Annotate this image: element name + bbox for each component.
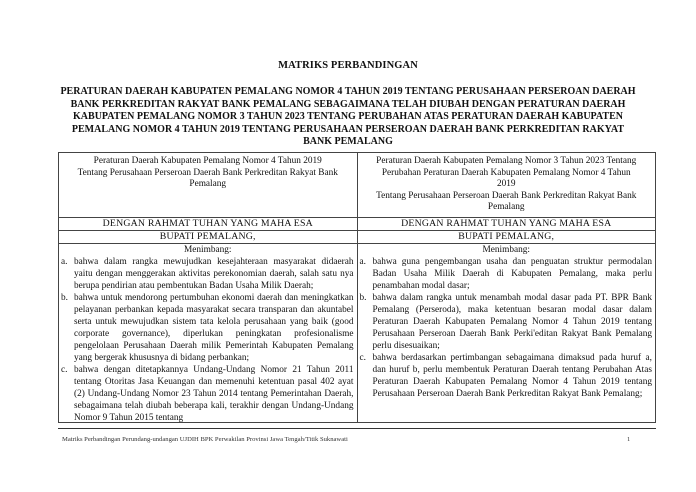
left-header-line: Tentang Perusahaan Perseroan Daerah Bank Perkreditan Rakyat Bank (77, 167, 338, 178)
right-header-line: Tentang Perusahaan Perseroan Daerah Bank Perkreditan Rakyat Bank (376, 190, 637, 201)
right-column-header (357, 153, 656, 218)
footer-divider (58, 428, 656, 429)
list-item (59, 256, 357, 292)
item-text: bahwa guna pengembangan usaha dan penguatan struktur permodalan Badan Usaha Milik Daerah di Kabupaten Pemalang, maka perlu penambahan modal dasar; (372, 256, 652, 291)
right-bupati: BUPATI PEMALANG, (357, 230, 656, 243)
item-letter: a. (61, 256, 68, 267)
right-header-line: Perubahan Peraturan Daerah Kabupaten Pemalang Nomor 4 Tahun (381, 167, 631, 178)
item-text: bahwa dalam rangka mewujudkan kesejahteraan masyarakat didaerah yaitu dengan menggerakan aktivitas perekonomian daerah, salah satu nya berupa pendirian atau pembentukan Badan Usaha Milik Daerah; (74, 256, 354, 291)
item-text: bahwa dengan ditetapkannya Undang-Undang Nomor 21 Tahun 2011 tentang Otoritas Jasa Keuangan dan memenuhi ketentuan pasal 402 ayat (2) Undang-Undang Nomor 23 Tahun 2014 tentang Pemerintahan Daerah, sebagaimana telah diubah beberapa kali, terakhir dengan Undang-Undang Nomor 9 Tahun 2015 tentang (74, 364, 354, 422)
item-letter: c. (359, 352, 366, 363)
left-rahmat: DENGAN RAHMAT TUHAN YANG MAHA ESA (59, 217, 358, 230)
list-item (358, 352, 656, 400)
right-body (357, 243, 656, 422)
left-menimbang: Menimbang: (183, 244, 232, 255)
list-item (358, 292, 656, 352)
item-text: bahwa dalam rangka untuk menambah modal dasar pada PT. BPR Bank Pemalang (Perseroda), maka ketentuan besaran modal dasar dalam Peraturan Daerah Kabupaten Pemalang Nomor 4 Tahun 2019 tentang Perusahaan Perseroan Daerah Bank Perki'editan Rakyat Bank Pemalang perlu disesuaikan; (372, 292, 652, 351)
left-header-line: Pemalang (189, 179, 227, 190)
left-body (59, 243, 358, 422)
list-item (59, 292, 357, 364)
right-rahmat: DENGAN RAHMAT TUHAN YANG MAHA ESA (357, 217, 656, 230)
item-letter: c. (61, 364, 68, 375)
left-header-line: Peraturan Daerah Kabupaten Pemalang Nomor 4 Tahun 2019 (93, 156, 322, 166)
document-subtitle: PERATURAN DAERAH KABUPATEN PEMALANG NOMOR 4 TAHUN 2019 TENTANG PERUSAHAAN PERSEROAN DAERAH BANK PERKREDITAN RAKYAT BANK PEMALANG SEBAGAIMANA TELAH DIUBAH DENGAN PERATURAN DAERAH KABUPATEN PEMALANG NOMOR 3 TAHUN 2023 TENTANG PERUBAHAN ATAS PERATURAN DAERAH KABUPATEN PEMALANG NOMOR 4 TAHUN 2019 TENTANG PERUSAHAAN PERSEROAN DAERAH BANK PERKREDITAN RAKYAT BANK PEMALANG (60, 86, 636, 148)
left-bupati: BUPATI PEMALANG, (59, 230, 358, 243)
page-footer: Matriks Perbandingan Perundang-undangan UJDIH BPK Perwakilan Provinsi Jawa Tengah/Titik Suknawati (62, 436, 348, 443)
item-letter: b. (359, 292, 367, 303)
right-header-line: Peraturan Daerah Kabupaten Pemalang Nomor 3 Tahun 2023 Tentang (376, 156, 637, 166)
item-text: bahwa berdasarkan pertimbangan sebagaimana dimaksud pada huruf a, dan huruf b, perlu membentuk Peraturan Daerah tentang Perubahan Atas Peraturan Daerah Kabupaten Pemalang Nomor 4 Tahun 2019 tentang Perusahaan Perseroan Daerah Bank Perkreditan Rakyat Bank Pemalang; (372, 352, 652, 399)
document-title: MATRIKS PERBANDINGAN (278, 60, 418, 71)
item-letter: b. (61, 292, 68, 303)
item-text: bahwa untuk mendorong pertumbuhan ekonomi daerah dan meningkatkan pelayanan perbankan kepada masyarakat secara transparan dan akuntabel serta untuk mewujudkan sistem tata kelola perusahaan yang baik (good corporate governance), diperlukan peningkatan profesionalisme pengelolaan Perusahaan Daerah milik Pemerintah Kabupaten Pemalang yang bergerak khususnya di bidang perbankan; (74, 292, 354, 363)
list-item (358, 256, 656, 292)
left-column-header (59, 153, 358, 218)
right-header-line: 2019 (496, 179, 516, 190)
page-number: 1 (627, 436, 631, 443)
comparison-table (58, 152, 656, 423)
item-letter: a. (359, 256, 366, 267)
right-header-line: Pemalang (487, 202, 525, 213)
list-item (59, 364, 357, 422)
right-menimbang: Menimbang: (482, 244, 530, 255)
